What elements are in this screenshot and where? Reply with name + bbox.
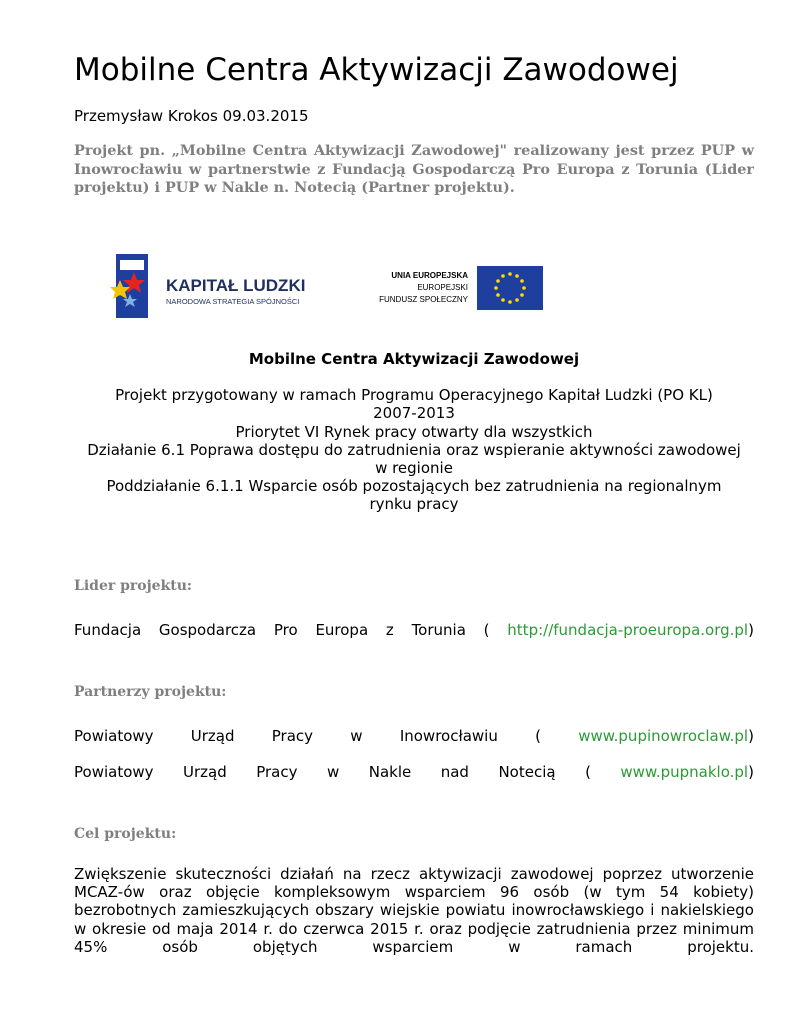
page-title: Mobilne Centra Aktywizacji Zawodowej — [74, 52, 679, 88]
program-subtitle: Mobilne Centra Aktywizacji Zawodowej — [248, 350, 580, 368]
partner-word: Urząd — [183, 763, 227, 781]
kapital-title: KAPITAŁ LUDZKI — [166, 276, 306, 295]
eu-line3: FUNDUSZ SPOŁECZNY — [379, 295, 468, 304]
byline: Przemysław Krokos 09.03.2015 — [74, 107, 309, 125]
partner-word: Powiatowy — [74, 727, 154, 745]
partner-word: Pracy — [271, 727, 314, 745]
kapital-ludzki-logo — [108, 250, 348, 322]
partner-row-2 — [74, 763, 754, 781]
program-line-7: rynku pracy — [369, 495, 459, 514]
eu-line2: EUROPEJSKI — [417, 283, 468, 292]
goal-paragraph: Zwiększenie skuteczności działań na rzecz aktywizacji zawodowej poprzez utworzenie MCAZ-ów oraz objęcie kompleksowym wsparciem 96 osób (w tym 54 kobiety) bezrobotnych zamieszkujących obszary wiejskie powiatu inowrocławskiego i nakielskiego w okresie od maja 2014 r. do czerwca 2015 r. oraz podjęcie zatrudnienia przez minimum 45% osób objętych wsparciem w ramach projektu. — [74, 865, 754, 956]
partner-word: w — [350, 727, 363, 745]
kapital-subtitle: NARODOWA STRATEGIA SPÓJNOŚCI — [166, 297, 300, 306]
partner-word: Inowrocławiu — [399, 727, 498, 745]
program-block — [74, 350, 754, 514]
program-line-1: Projekt przygotowany w ramach Programu Operacyjnego Kapitał Ludzki (PO KL) — [115, 386, 713, 405]
leader-close: ) — [748, 621, 754, 639]
program-line-4: Działanie 6.1 Poprawa dostępu do zatrudnienia oraz wspieranie aktywności zawodowej — [87, 440, 741, 459]
partner-word: ( — [585, 763, 591, 781]
partner-word: nad — [440, 763, 469, 781]
partner-link-naklo[interactable]: www.pupnaklo.pl — [620, 763, 749, 781]
partner-word: Powiatowy — [74, 763, 154, 781]
partner-word: ( — [535, 727, 541, 745]
program-line-6: Poddziałanie 6.1.1 Wsparcie osób pozostających bez zatrudnienia na regionalnym — [106, 477, 722, 496]
program-line-3: Priorytet VI Rynek pracy otwarty dla wszystkich — [235, 422, 593, 441]
leader-word: Gospodarcza — [158, 621, 257, 639]
eu-line1: UNIA EUROPEJSKA — [391, 271, 468, 280]
partner-close: ) — [748, 727, 754, 745]
program-line-5: w regionie — [375, 459, 453, 478]
leader-word: z — [385, 621, 394, 639]
leader-word: Fundacja — [74, 621, 142, 639]
program-line-2: 2007-2013 — [373, 404, 455, 423]
leader-word: Pro — [273, 621, 298, 639]
goal-heading: Cel projektu: — [74, 826, 177, 842]
leader-word: ( — [483, 621, 490, 639]
leader-link[interactable]: http://fundacja-proeuropa.org.pl — [507, 621, 749, 639]
partner-word: Pracy — [256, 763, 298, 781]
intro-paragraph: Projekt pn. „Mobilne Centra Aktywizacji Zawodowej" realizowany jest przez PUP w Inowrocławiu w partnerstwie z Fundacją Gospodarczą Pro Europa z Torunia (Lider projektu) i PUP w Nakle n. Notecią (Partner projektu). — [74, 142, 754, 196]
eu-logo — [374, 265, 544, 311]
leader-word: Europa — [315, 621, 369, 639]
partner-word: Nakle — [368, 763, 412, 781]
partner-link-inowroclaw[interactable]: www.pupinowroclaw.pl — [578, 727, 749, 745]
leader-word: Torunia — [411, 621, 466, 639]
logo-flag-white — [120, 260, 144, 270]
partner-word: Urząd — [190, 727, 235, 745]
leader-row — [74, 621, 754, 639]
leader-heading: Lider projektu: — [74, 578, 193, 594]
partner-word: Notecią — [498, 763, 556, 781]
partner-close: ) — [748, 763, 754, 781]
partner-row-1 — [74, 727, 754, 745]
partner-word: w — [326, 763, 340, 781]
partners-heading: Partnerzy projektu: — [74, 684, 227, 700]
